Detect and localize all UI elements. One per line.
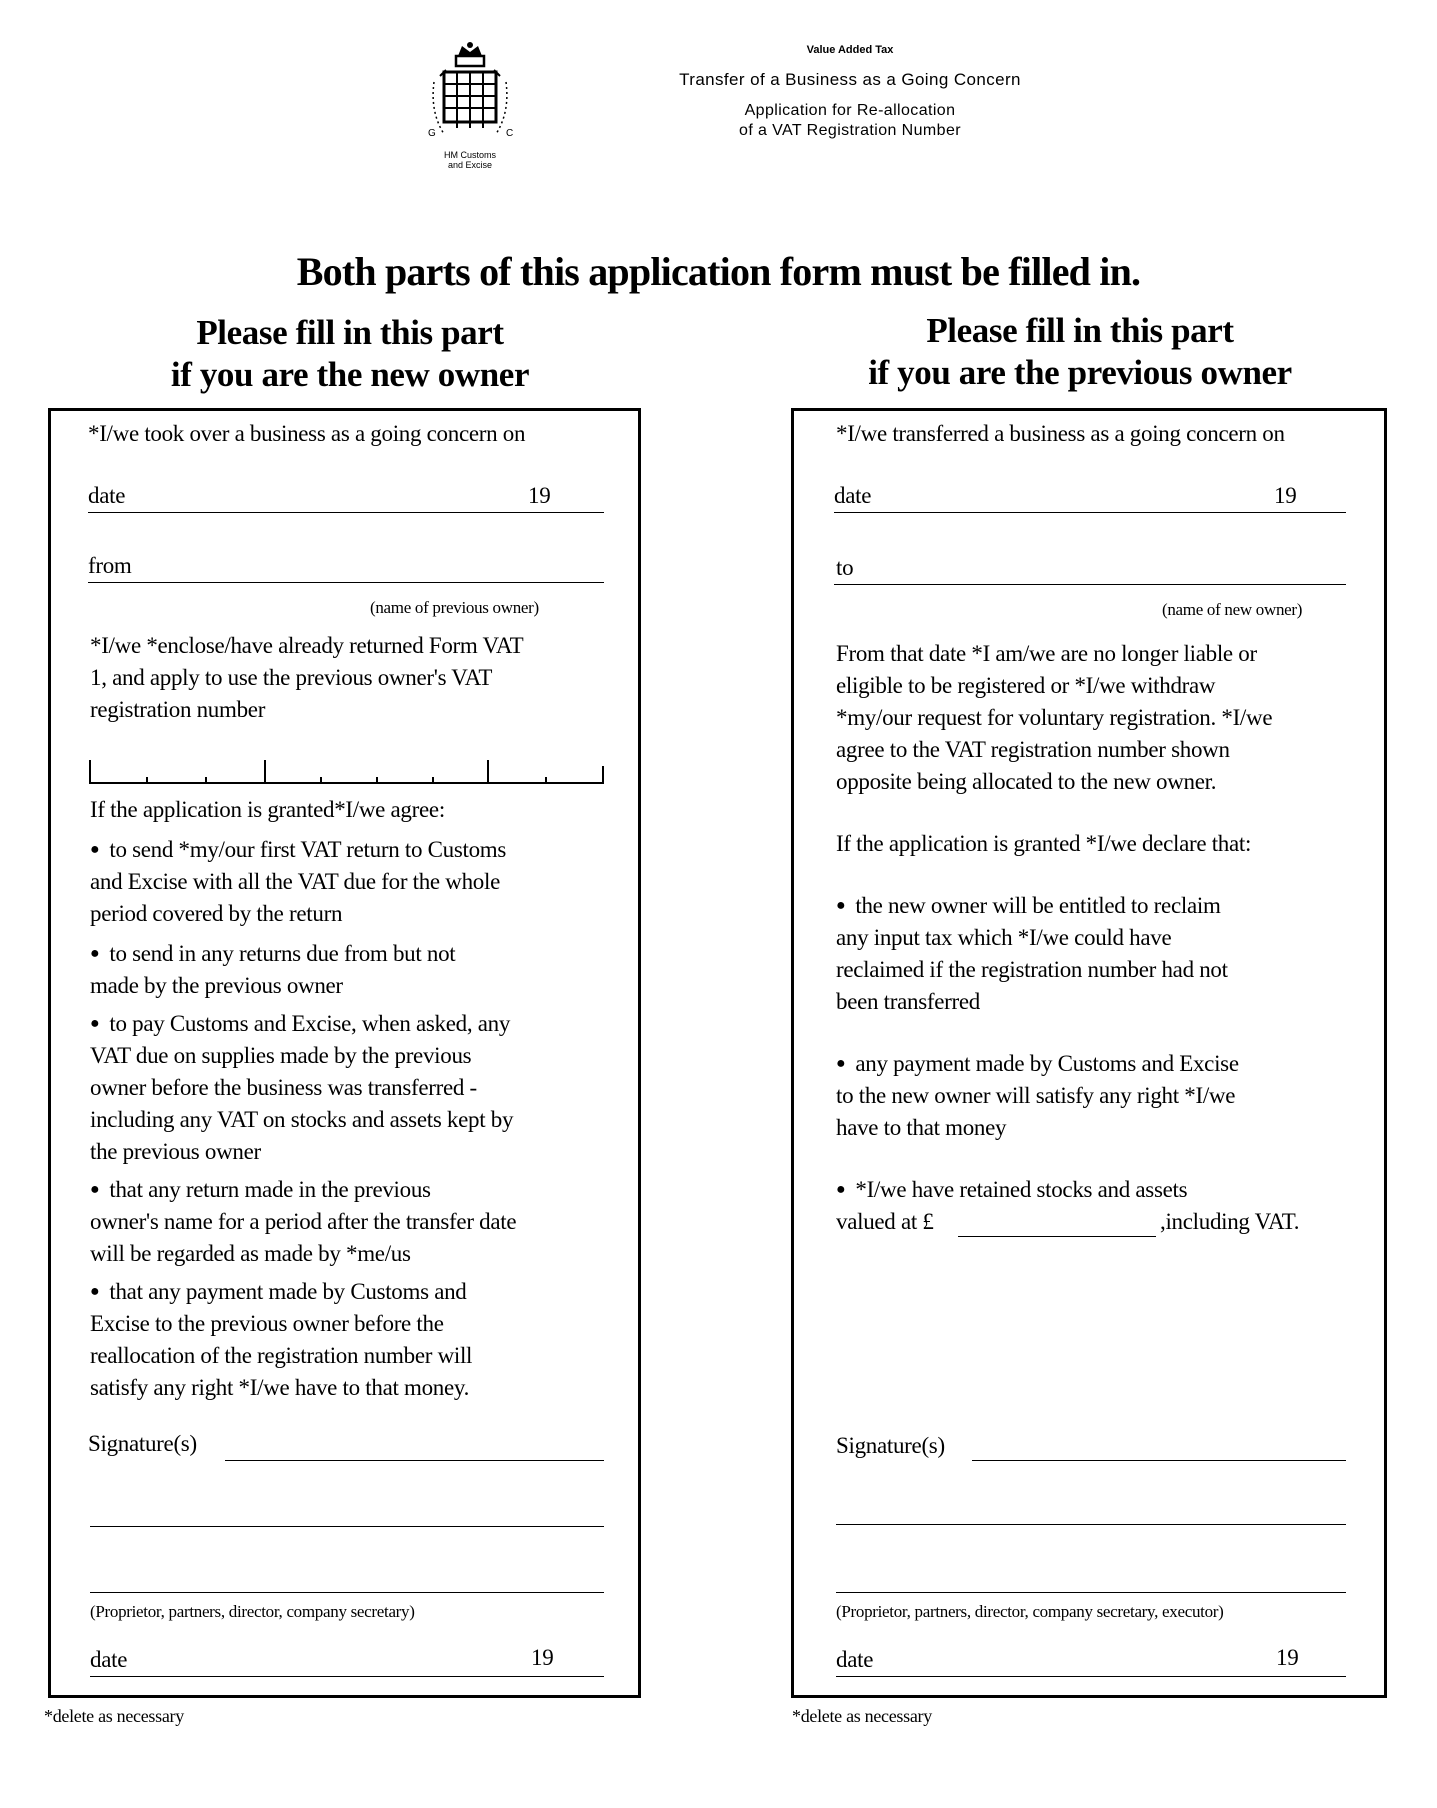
- right-date-field[interactable]: [834, 512, 1346, 513]
- right-date-field-2[interactable]: [836, 1676, 1346, 1677]
- right-para-2: eligible to be registered or *I/we withdraw: [836, 673, 1216, 698]
- right-signature-field-3[interactable]: [836, 1592, 1346, 1593]
- svg-text:C: C: [506, 128, 514, 139]
- left-year-2: 19: [531, 1645, 554, 1670]
- left-b2-2: made by the previous owner: [90, 973, 343, 998]
- header-line1: Value Added Tax: [806, 44, 894, 56]
- left-date-label: date: [88, 483, 126, 508]
- left-b3-3: owner before the business was transferred -: [90, 1075, 477, 1100]
- logo-caption-line2: and Excise: [447, 160, 493, 170]
- right-title-line1: Please fill in this part: [926, 311, 1234, 350]
- left-title-line1: Please fill in this part: [196, 313, 504, 352]
- right-footnote: *delete as necessary: [792, 1706, 932, 1726]
- right-date-label: date: [834, 483, 872, 508]
- left-from-field[interactable]: [88, 582, 604, 583]
- left-signature-field-2[interactable]: [90, 1526, 604, 1527]
- left-b5-4: satisfy any right *I/we have to that money.: [90, 1375, 470, 1400]
- right-signature-field-1[interactable]: [972, 1460, 1346, 1461]
- left-b5-2: Excise to the previous owner before the: [90, 1311, 444, 1336]
- left-signature-label: Signature(s): [88, 1431, 197, 1456]
- right-date-label-2: date: [836, 1647, 874, 1672]
- left-b4-3: will be regarded as made by *me/us: [90, 1241, 411, 1266]
- right-b3-incl: ,including VAT.: [1160, 1209, 1300, 1234]
- right-b1-1: ● the new owner will be entitled to reclaim: [836, 890, 1221, 925]
- right-signature-field-2[interactable]: [836, 1524, 1346, 1525]
- right-b1-4: been transferred: [836, 989, 980, 1014]
- right-signature-label: Signature(s): [836, 1433, 945, 1458]
- right-para-3: *my/our request for voluntary registration. *I/we: [836, 705, 1273, 730]
- logo-caption-line1: HM Customs: [443, 150, 496, 160]
- left-enclose-3: registration number: [90, 697, 266, 722]
- page-title: Both parts of this application form must be filled in.: [296, 249, 1141, 294]
- left-b3-4: including any VAT on stocks and assets kept by: [90, 1107, 514, 1132]
- right-declare: If the application is granted *I/we declare that:: [836, 831, 1252, 856]
- left-signature-field-3[interactable]: [90, 1592, 604, 1593]
- right-b1-2: any input tax which *I/we could have: [836, 925, 1172, 950]
- left-enclose-2: 1, and apply to use the previous owner's VAT: [90, 665, 493, 690]
- right-to-note: (name of new owner): [1162, 600, 1303, 619]
- left-date-label-2: date: [90, 1647, 128, 1672]
- right-b2-3: have to that money: [836, 1115, 1007, 1140]
- right-title-line2: if you are the previous owner: [868, 353, 1292, 392]
- left-b3-2: VAT due on supplies made by the previous: [90, 1043, 472, 1068]
- left-date-field[interactable]: [88, 512, 604, 513]
- left-b5-3: reallocation of the registration number will: [90, 1343, 473, 1368]
- header-line2: Transfer of a Business as a Going Concern: [679, 70, 1021, 89]
- vat-registration-number-boxes[interactable]: [89, 760, 604, 784]
- right-para-5: opposite being allocated to the new owner.: [836, 769, 1217, 794]
- left-date-field-2[interactable]: [90, 1676, 604, 1677]
- left-b1-2: and Excise with all the VAT due for the whole: [90, 869, 501, 894]
- left-from-note: (name of previous owner): [370, 598, 539, 617]
- left-b4-1: ● that any return made in the previous: [90, 1174, 431, 1209]
- right-to-field[interactable]: [834, 584, 1346, 585]
- svg-text:G: G: [428, 128, 436, 139]
- logo-caption: [420, 150, 520, 170]
- left-intro: *I/we took over a business as a going concern on: [88, 421, 526, 446]
- left-b1-1: ● to send *my/our first VAT return to Customs: [90, 834, 506, 869]
- right-para-4: agree to the VAT registration number shown: [836, 737, 1230, 762]
- right-b3-1: ● *I/we have retained stocks and assets: [836, 1174, 1187, 1209]
- left-from-label: from: [88, 553, 132, 578]
- right-intro: *I/we transferred a business as a going concern on: [836, 421, 1285, 446]
- left-sign-note: (Proprietor, partners, director, company secretary): [90, 1602, 415, 1621]
- left-b3-1: ● to pay Customs and Excise, when asked, any: [90, 1008, 510, 1043]
- left-year: 19: [528, 483, 551, 508]
- right-para-1: From that date *I am/we are no longer liable or: [836, 641, 1257, 666]
- right-sign-note: (Proprietor, partners, director, company secretary, executor): [836, 1602, 1224, 1621]
- left-agree: If the application is granted*I/we agree:: [90, 797, 445, 822]
- right-b3-valued: valued at £: [836, 1209, 934, 1234]
- left-column-title: [70, 312, 630, 396]
- right-b2-1: ● any payment made by Customs and Excise: [836, 1048, 1239, 1083]
- header-line3: Application for Re-allocation: [744, 102, 956, 119]
- left-title-line2: if you are the new owner: [170, 355, 530, 394]
- left-b4-2: owner's name for a period after the transfer date: [90, 1209, 517, 1234]
- stocks-value-field[interactable]: [958, 1236, 1156, 1237]
- right-to-label: to: [836, 555, 854, 580]
- left-b3-5: the previous owner: [90, 1139, 261, 1164]
- right-column-title: [800, 310, 1360, 394]
- header-line4: of a VAT Registration Number: [739, 122, 961, 139]
- right-year-2: 19: [1276, 1645, 1299, 1670]
- right-b2-2: to the new owner will satisfy any right *I/we: [836, 1083, 1236, 1108]
- left-signature-field-1[interactable]: [225, 1460, 604, 1461]
- left-enclose-1: *I/we *enclose/have already returned Form VAT: [90, 633, 524, 658]
- left-b1-3: period covered by the return: [90, 901, 343, 926]
- left-b5-1: ● that any payment made by Customs and: [90, 1276, 467, 1311]
- left-footnote: *delete as necessary: [44, 1706, 184, 1726]
- right-b1-3: reclaimed if the registration number had not: [836, 957, 1228, 982]
- right-year: 19: [1274, 483, 1297, 508]
- left-b2-1: ● to send in any returns due from but not: [90, 938, 455, 973]
